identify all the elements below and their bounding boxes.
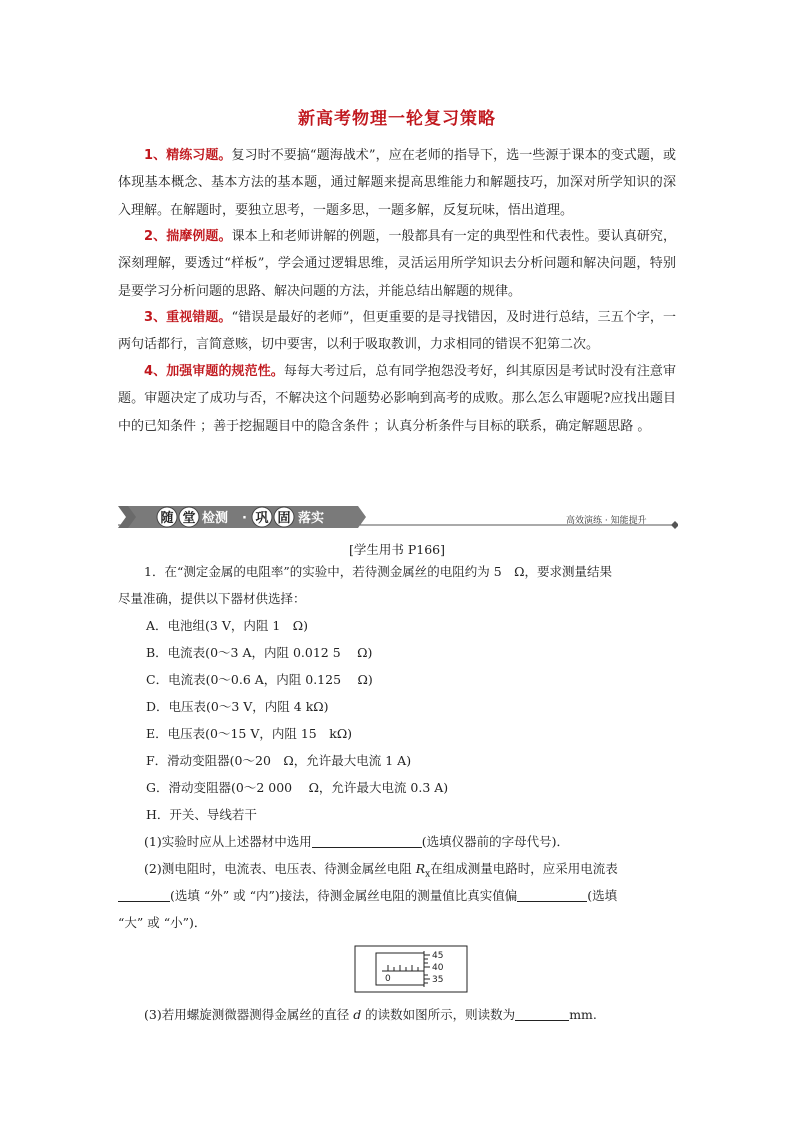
question-stem: 1．在“测定金属的电阻率”的实验中，若待测金属丝的电阻约为 5 Ω，要求测量结果 (144, 564, 613, 579)
micrometer-figure (354, 945, 468, 993)
option-b: B．电流表(0～3 A，内阻 0.012 5 Ω) (146, 645, 373, 660)
strategy-4: 4、加强审题的规范性。每每大考过后，总有同学抱怨没考好，纠其原因是考试时没有注意审题。审题决定了成功与否，不解决这个问题势必影响到高考的成败。那么怎么审题呢?应找出题目中的已知条件 ；善于挖掘题目中的隐含条件 ；认真分析条件与目标的联系，确定解题思路 。 (118, 364, 676, 434)
banner-char: · (242, 511, 247, 526)
sub-question-2-cont: (选填 “外” 或 “内”)接法，待测金属丝电阻的测量值比真实值偏 (选填 (118, 886, 678, 904)
option-c: C．电流表(0～0.6 A，内阻 0.125 Ω) (146, 672, 373, 687)
diamond-icon (671, 521, 678, 529)
strategy-keyword: 2、揣摩例题。 (144, 229, 232, 244)
strategy-2: 2、揣摩例题。课本上和老师讲解的例题，一般都具有一定的典型性和代表性。要认真研究，深刻理解，要透过“样板”，学会通过逻辑思维，灵活运用所学知识去分析问题和解决问题，特别是要学习分析问题的思路、解决问题的方法，并能总结出解题的规律。 (118, 229, 676, 299)
strategy-1: 1、精练习题。复习时不要搞“题海战术”，应在老师的指导下，选一些源于课本的变式题，或体现基本概念、基本方法的基本题，通过解题来提高思维能力和解题技巧，加深对所学知识的深入理解。在解题时，要独立思考，一题多思，一题多解，反复玩味，悟出道理。 (118, 148, 676, 218)
micrometer-tick: 35 (432, 975, 444, 985)
sub-question-1: (1)实验时应从上述器材中选用 (选填仪器前的字母代号)． (144, 834, 569, 849)
option-e: E．电压表(0～15 V，内阻 15 kΩ) (146, 726, 353, 741)
banner-char: 巩 (255, 511, 269, 526)
option-a: A．电池组(3 V，内阻 1 Ω) (146, 618, 309, 633)
banner-char: 检测 (202, 511, 229, 526)
banner-char: 落实 (298, 511, 325, 526)
option-g: G．滑动变阻器(0～2 000 Ω，允许最大电流 0.3 A) (146, 780, 449, 795)
answer-blank[interactable] (515, 1006, 569, 1021)
book-reference: [学生用书 P166] (349, 542, 445, 557)
micrometer-tick: 40 (432, 963, 444, 973)
banner-char: 堂 (182, 511, 196, 526)
micrometer-tick: 45 (432, 951, 444, 961)
banner-char: 随 (160, 511, 174, 526)
banner-subtitle: 高效演练 · 知能提升 (566, 516, 647, 526)
micrometer-zero: 0 (385, 974, 391, 984)
strategy-keyword: 1、精练习题。 (144, 148, 232, 163)
answer-blank[interactable] (118, 887, 170, 902)
option-h: H．开关、导线若干 (146, 807, 257, 822)
page-title: 新高考物理一轮复习策略 (298, 109, 496, 129)
strategy-3: 3、重视错题。“错误是最好的老师”，但更重要的是寻找错因，及时进行总结，三五个字，一两句话都行，言简意赅，切中要害，以利于吸取教训，力求相同的错误不犯第二次。 (118, 310, 676, 353)
sub-question-3: (3)若用螺旋测微器测得金属丝的直径 d 的读数如图所示，则读数为 mm. (144, 1007, 597, 1022)
banner-char: 固 (277, 511, 291, 526)
option-f: F．滑动变阻器(0～20 Ω，允许最大电流 1 A) (146, 753, 412, 768)
sub-question-2-cont: “大” 或 “小”)． (118, 915, 207, 930)
strategy-keyword: 4、加强审题的规范性。 (144, 364, 284, 379)
question-stem: 尽量准确，提供以下器材供选择： (118, 591, 306, 606)
option-d: D．电压表(0～3 V，内阻 4 kΩ) (146, 699, 329, 714)
strategy-keyword: 3、重视错题。 (144, 310, 232, 325)
sub-question-2: (2)测电阻时，电流表、电压表、待测金属丝电阻 $R_x$在组成测量电路时，应采用电流表 (144, 861, 618, 880)
answer-blank[interactable] (312, 833, 422, 848)
answer-blank[interactable] (517, 887, 587, 902)
